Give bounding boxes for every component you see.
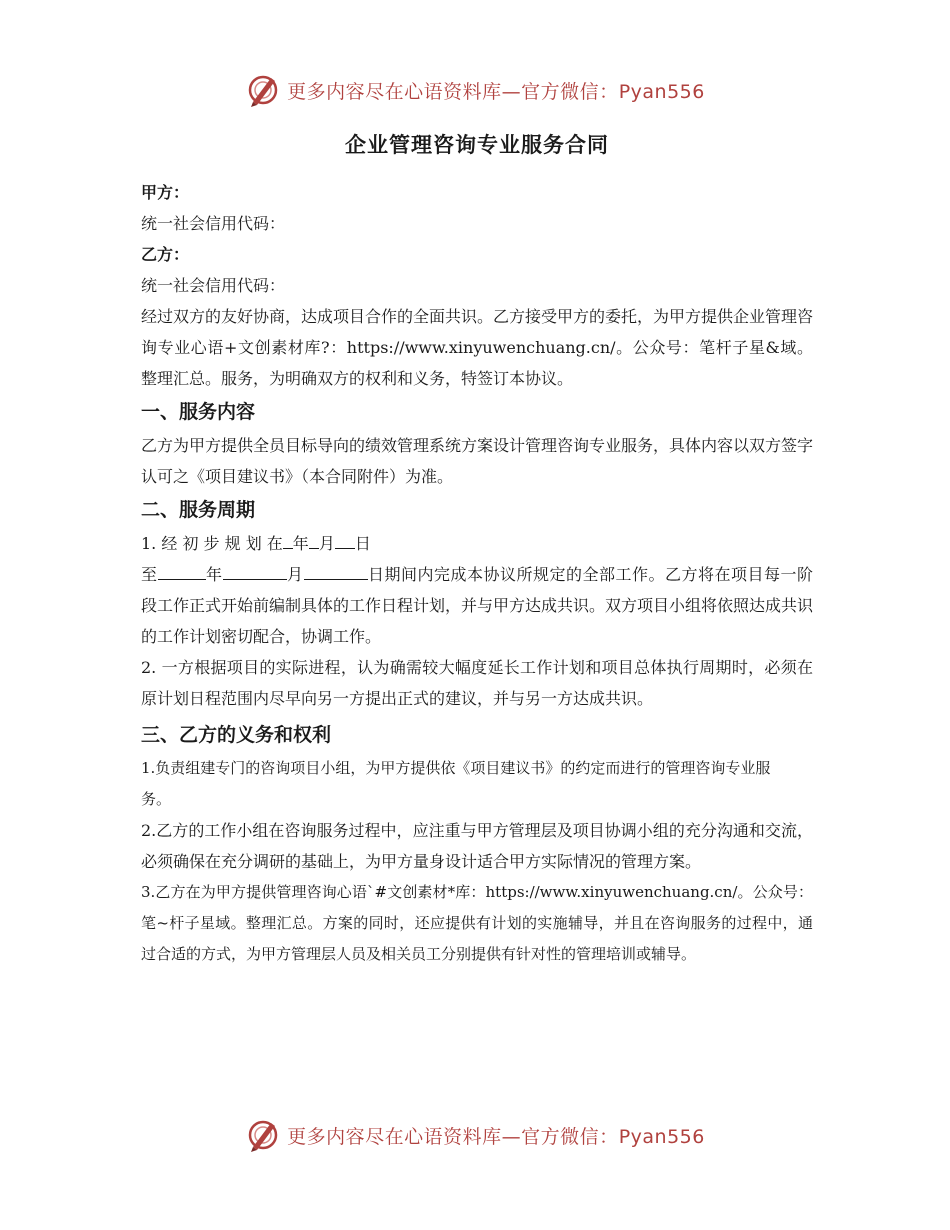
pen-seal-logo-icon <box>245 1117 281 1153</box>
party-a-label: 甲方： <box>141 183 190 202</box>
party-b-label: 乙方： <box>141 245 190 264</box>
wechat-id: Pyan556 <box>618 1125 705 1148</box>
section-3-item-2: 2.乙方的工作小组在咨询服务过程中，应注重与甲方管理层及项目协调小组的充分沟通和交流，必须确保在充分调研的基础上，为甲方量身设计适合甲方实际情况的管理方案。 <box>141 821 813 871</box>
section-2-item-1-body: 至 年 月 日期间内完成本协议所规定的全部工作。乙方将在项目每一阶段工作正式开始前编制具体的工作日程计划，并与甲方达成共识。双方项目小组将依照达成共识的工作计划密切配合，协调工作。 <box>141 559 813 652</box>
section-1-body: 乙方为甲方提供全员目标导向的绩效管理系统方案设计管理咨询专业服务，具体内容以双方签字认可之《项目建议书》（本合同附件）为准。 <box>141 436 814 486</box>
party-b-credit-code: 统一社会信用代码： <box>141 276 286 295</box>
section-1-heading: 一、服务内容 <box>141 401 256 423</box>
section-3-heading: 三、乙方的义务和权利 <box>141 724 332 746</box>
section-3-item-3: 3.乙方在为甲方提供管理咨询心语`#文创素材*库：https://www.xinyuwenchuang.cn/。公众号：笔~杆子星域。整理汇总。方案的同时，还应提供有计划的实施辅导，并且在咨询服务的过程中，通过合适的方式，为甲方管理层人员及相关员工分别提供有针对性的管理培训或辅导。 <box>141 883 813 963</box>
banner-slogan: 更多内容尽在心语资料库—官方微信：Pyan556 <box>287 80 705 103</box>
document-title: 企业管理咨询专业服务合同 <box>345 133 609 157</box>
wechat-id: Pyan556 <box>618 80 705 103</box>
section-3-item-1: 1.负责组建专门的咨询项目小组，为甲方提供依《项目建议书》的约定而进行的管理咨询专业服务。 <box>141 759 771 808</box>
contract-document <box>141 125 813 970</box>
pen-seal-logo-icon <box>245 72 281 108</box>
party-a-credit-code: 统一社会信用代码： <box>141 214 286 233</box>
section-2-item-2: 2. 一方根据项目的实际进程，认为确需较大幅度延长工作计划和项目总体执行周期时，必须在原计划日程范围内尽早向另一方提出正式的建议，并与另一方达成共识。 <box>141 658 813 708</box>
header-banner <box>0 70 950 110</box>
section-2-item-1-start: 1. 经 初 步 规 划 在 年 月 日 <box>141 528 813 559</box>
section-2-heading: 二、服务周期 <box>141 499 256 521</box>
intro-paragraph: 经过双方的友好协商，达成项目合作的全面共识。乙方接受甲方的委托，为甲方提供企业管理咨询专业心语+文创素材库?：https://www.xinyuwenchuang.cn/。公众号：笔杆子星&域。整理汇总。服务，为明确双方的权利和义务，特签订本协议。 <box>141 307 814 388</box>
banner-slogan: 更多内容尽在心语资料库—官方微信：Pyan556 <box>287 1125 705 1148</box>
footer-banner <box>0 1115 950 1155</box>
